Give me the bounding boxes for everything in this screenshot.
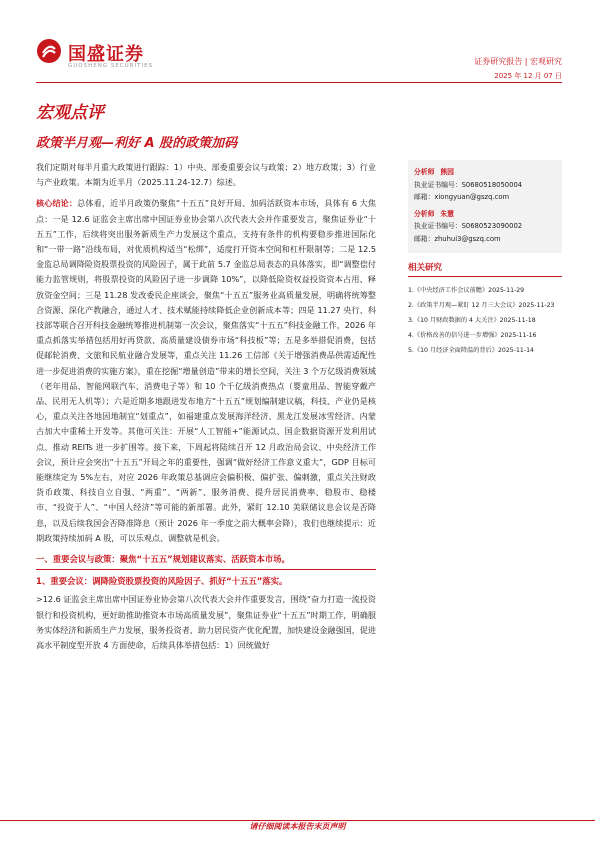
analyst-role: 分析师 <box>414 168 435 176</box>
report-title: 政策半月观—利好 A 股的政策加码 <box>36 136 238 151</box>
company-logo <box>36 36 186 76</box>
section-heading: 一、重要会议与政策：聚焦“十五五”规划建议落实、活跃资本市场。 <box>36 554 290 565</box>
related-item[interactable]: 4.《价格改善的信号进一步增强》2025-11-16 <box>408 332 537 339</box>
related-item[interactable]: 5.《10 月经济全面降温的背后》2025-11-14 <box>408 347 534 354</box>
sidebar <box>408 160 562 358</box>
related-item[interactable]: 1.《中央经济工作会议前瞻》2025-11-29 <box>408 287 525 294</box>
analyst-name: 熊园 <box>440 168 454 176</box>
subsection-heading: 1、重要会议：调降险资股票投资的风险因子、抓好“十五五”落实。 <box>36 576 288 587</box>
report-category: 宏观点评 <box>36 103 104 123</box>
page-footer <box>0 812 595 831</box>
analyst-box <box>408 160 562 253</box>
header-divider <box>36 82 562 83</box>
related-research-title: 相关研究 <box>408 261 562 277</box>
logo-mark-icon <box>36 38 62 64</box>
core-text: 总体看，近半月政策仍聚焦“十五五”良好开局、加码活跃资本市场，具体有 6 大焦点：一是 12.6 证监会主席出席中国证券业协会第八次代表大会并作重要发言，聚焦证券业“十五五”工作，后续将突出服务新质生产力发展这个重点，支持有条件的机构要稳步推进国际化和“一带一路”沿线布局，对优质机构适当“松绑”，适度打开资本空间和杠杆限制等；二是 12.5 金监总局调降险资股票投资的风险因子，属于此前 5.7 金监总局表态的具体落实，即“调整偿付能力监管规则，将股票投资的风险因子进一步调降 10%”，以降低险资权益投资资本占用、释放资金空间；三是 11.28 发改委民企座谈会，聚焦“十五五”服务业高质量发展，明确将统筹整合资源、深化产教融合，通过人才、技术赋能持续降低企业创新成本等；四是 11.27 央行、科技部等联合召开科技金融统筹推进机制第一次会议，聚焦落实“十五五”科技金融工作，2026 年重点抓落实举措包括用好再贷款、高质量建设债券市场“科技板”等；五是多举措促消费，包括促邮轮消费、文旅和民航业融合发展等，重点关注 11.26 工信部《关于增强消费品供需适配性进一步促进消费的实施方案》，重在挖掘“增量创造”带来的增长空间，关注 3 个万亿级消费领域（老年用品、智能网联汽车、消费电子等）和 10 个千亿级消费热点（婴童用品、智能穿戴产品、民用无人机等）；六是近期多地跟进发布地方“十五五”规划编制建议稿，科技、产业仍是核心，重点关注各地因地制宜“划重点”，如福建重点发展海洋经济、黑龙江发展冰雪经济、内蒙古加大中重稀土开发等。其他可关注：开展“人工智能+”能源试点、国企数据资源开发利用试点、推动 REITs 进一步扩围等。接下来，下周起将陆续召开 12 月政治局会议、中央经济工作会议，预计应会突出“十五五”开局之年的重要性，强调“做好经济工作意义重大”，GDP 目标可能继续定为 5%左右，对应 2026 年政策总基调应会偏积极、偏扩张、偏刺激，重点关注财政货币政策、科技自立自强、“两重”、“两新”、服务消费、提升居民消费率、稳股市、稳楼市、“投资于人”、“中国人经济”等可能的新部署。此外，紧盯 12.10 美联储议息会议是否降息，以及后续我国会否降准降息（预计 2026 年一季度之前大概率会降），我们也继续提示：近期政策持续加码 A 股，可以乐观点、调整就是机会。 <box>36 198 376 543</box>
section-divider <box>36 569 376 570</box>
logo-subtext: GUOSHENG SECURITIES <box>68 63 154 69</box>
footer-disclaimer: 请仔细阅读本报告末页声明 <box>244 822 352 831</box>
intro-paragraph: 我们定期对每半月重大政策进行跟踪：1）中央、部委重要会议与政策；2）地方政策；3）行业与产业政策。本期为近半月（2025.11.24-12.7）综述。 <box>36 162 376 188</box>
related-item[interactable]: 3.《10 月财政数据的 4 大关注》2025-11-18 <box>408 317 536 324</box>
related-item[interactable]: 2.《政策半月观—紧盯 12 月三大会议》2025-11-23 <box>408 302 555 309</box>
analyst-cert: 执业证书编号：S0680523090002 <box>414 222 523 230</box>
body-paragraph: >12.6 证监会主席出席中国证券业协会第八次代表大会并作重要发言，围绕“奋力打造一流投资银行和投资机构，更好助推助推资本市场高质量发展”，聚焦证券业“十五五”时期工作，明确服务实体经济和新质生产力发展，服务投资者、助力居民资产优化配置，加快建设金融强国，促进高水平制度型开放 4 方面使命，后续具体举措包括：1）回统做好 <box>36 594 376 651</box>
analyst-name: 朱慧 <box>440 209 454 218</box>
analyst-email[interactable]: 邮箱：xiongyuan@gszq.com <box>414 193 510 201</box>
logo-text: 国盛证券 <box>68 44 144 65</box>
report-header <box>36 36 562 86</box>
report-type: 证券研究报告 | 宏观研究 <box>474 57 562 66</box>
report-date: 2025 年 12 月 07 日 <box>494 72 562 80</box>
analyst-role: 分析师 <box>414 209 435 218</box>
analyst-cert: 执业证书编号：S0680518050004 <box>414 180 523 189</box>
analyst-card <box>414 166 556 204</box>
core-conclusion <box>36 196 376 546</box>
related-research-list <box>408 283 562 358</box>
core-label: 核心结论： <box>36 198 78 209</box>
analyst-card <box>414 208 556 246</box>
main-content <box>36 160 376 653</box>
analyst-email[interactable]: 邮箱：zhuhui3@gszq.com <box>414 234 501 243</box>
